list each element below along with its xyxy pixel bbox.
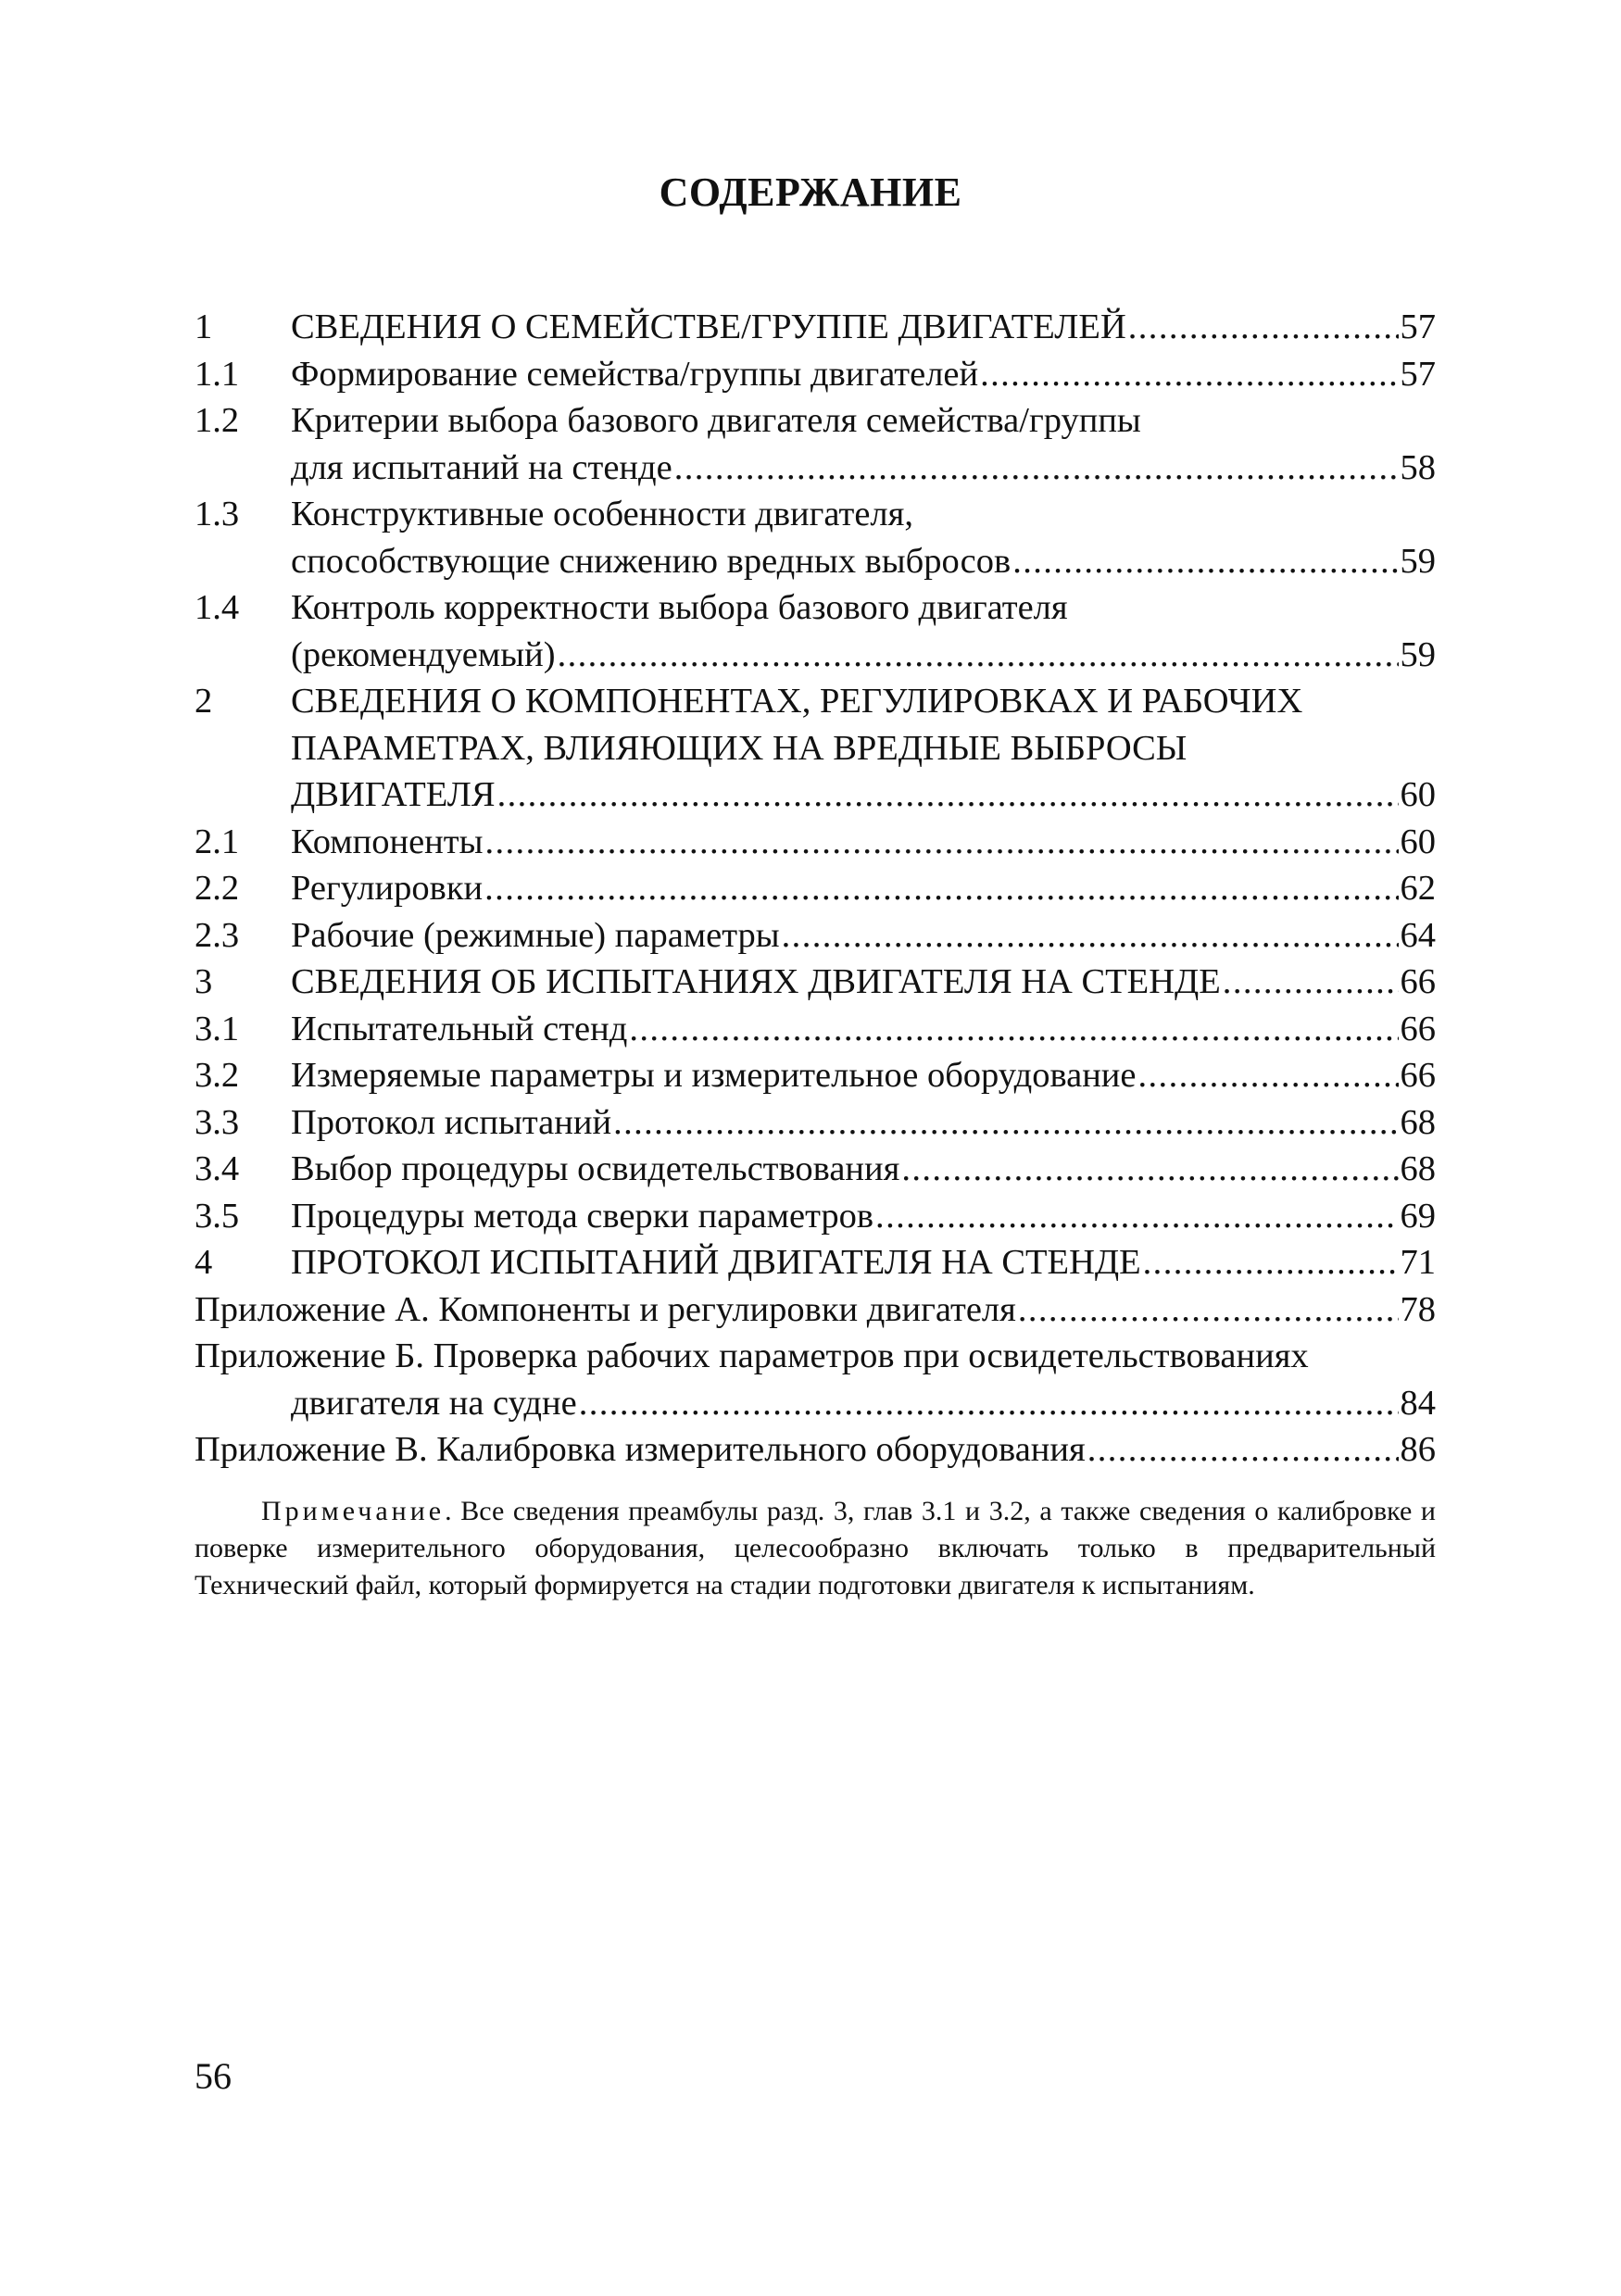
toc-number: 3.4 bbox=[195, 1149, 240, 1188]
appendix-title: Приложение Б. Проверка рабочих параметров при освидетельствованиях bbox=[195, 1336, 1309, 1375]
appendix-page: 86 bbox=[1400, 1430, 1436, 1469]
toc-title: СВЕДЕНИЯ ОБ ИСПЫТАНИЯХ ДВИГАТЕЛЯ НА СТЕНДЕ bbox=[291, 962, 1221, 1001]
toc-page: 69 bbox=[1400, 1196, 1436, 1236]
toc-entry bbox=[195, 1193, 1436, 1240]
dot-leader bbox=[1128, 304, 1399, 351]
toc-line bbox=[195, 538, 1436, 585]
dot-leader bbox=[484, 865, 1398, 912]
toc-entry bbox=[195, 351, 1436, 398]
toc-line bbox=[195, 1052, 1436, 1099]
note-label: Примечание bbox=[261, 1496, 446, 1526]
toc-number: 1.1 bbox=[195, 354, 240, 394]
toc-title: Контроль корректности выбора базового двигателя bbox=[291, 588, 1068, 627]
toc-entry bbox=[195, 584, 1436, 678]
dot-leader bbox=[1143, 1239, 1399, 1286]
toc-number: 4 bbox=[195, 1243, 213, 1282]
toc-page: 62 bbox=[1400, 869, 1436, 908]
toc-entry bbox=[195, 959, 1436, 1006]
toc-line bbox=[195, 351, 1436, 398]
toc-line bbox=[195, 632, 1436, 679]
toc-page: 71 bbox=[1400, 1243, 1436, 1282]
toc-number: 1.2 bbox=[195, 401, 240, 440]
toc-page: 66 bbox=[1400, 1009, 1436, 1048]
toc-title: СВЕДЕНИЯ О КОМПОНЕНТАХ, РЕГУЛИРОВКАХ И РАБОЧИХ bbox=[291, 682, 1303, 721]
dot-leader bbox=[484, 819, 1398, 866]
dot-leader bbox=[558, 632, 1399, 679]
toc-line bbox=[195, 678, 1436, 725]
toc-title: ПАРАМЕТРАХ, ВЛИЯЮЩИХ НА ВРЕДНЫЕ ВЫБРОСЫ bbox=[291, 728, 1187, 768]
toc-number: 3 bbox=[195, 962, 213, 1001]
toc-page: 66 bbox=[1400, 1056, 1436, 1095]
toc-page: 60 bbox=[1400, 775, 1436, 814]
toc-title: Выбор процедуры освидетельствования bbox=[291, 1149, 900, 1188]
toc-number: 3.1 bbox=[195, 1009, 240, 1048]
dot-leader bbox=[579, 1380, 1399, 1427]
dot-leader bbox=[782, 912, 1399, 960]
toc-line bbox=[195, 1146, 1436, 1193]
toc-page: 68 bbox=[1400, 1149, 1436, 1188]
dot-leader bbox=[674, 445, 1399, 492]
toc-line bbox=[195, 304, 1436, 351]
page-title: СОДЕРЖАНИЕ bbox=[659, 169, 962, 215]
toc-number: 2.1 bbox=[195, 822, 240, 861]
note-text: . Все сведения преамбулы разд. 3, глав 3.1 и 3.2, а также сведения о калибровке и поверке измерительного оборудования, целесообразно включать только в предварительный Технический файл, который формируется на стадии подготовки двигателя к испытаниям. bbox=[195, 1496, 1436, 1600]
dot-leader bbox=[1138, 1052, 1399, 1099]
dot-leader bbox=[901, 1146, 1398, 1193]
dot-leader bbox=[1223, 959, 1399, 1006]
toc-line bbox=[195, 959, 1436, 1006]
toc-title: Процедуры метода сверки параметров bbox=[291, 1196, 874, 1236]
appendix-title: Приложение В. Калибровка измерительного оборудования bbox=[195, 1430, 1086, 1469]
toc-title: Конструктивные особенности двигателя, bbox=[291, 495, 913, 533]
toc-page: 59 bbox=[1400, 634, 1436, 674]
toc-entry bbox=[195, 1006, 1436, 1053]
appendix-line bbox=[195, 1286, 1436, 1334]
dot-leader bbox=[1087, 1426, 1399, 1474]
toc-line bbox=[195, 865, 1436, 912]
toc-page: 57 bbox=[1400, 354, 1436, 394]
toc-number: 1.3 bbox=[195, 495, 240, 533]
page-number: 56 bbox=[195, 2055, 232, 2097]
toc-number: 2 bbox=[195, 682, 213, 721]
toc-number: 1.4 bbox=[195, 588, 240, 627]
appendix-page: 84 bbox=[1400, 1383, 1436, 1423]
toc-title: ПРОТОКОЛ ИСПЫТАНИЙ ДВИГАТЕЛЯ НА СТЕНДЕ bbox=[291, 1243, 1141, 1282]
toc-line bbox=[195, 1193, 1436, 1240]
appendix-entry bbox=[195, 1286, 1436, 1334]
toc-page: 58 bbox=[1400, 447, 1436, 487]
toc-title: Рабочие (режимные) параметры bbox=[291, 915, 780, 955]
note-paragraph bbox=[195, 1493, 1436, 1604]
appendix-page: 78 bbox=[1400, 1289, 1436, 1329]
toc-title: Компоненты bbox=[291, 822, 484, 861]
dot-leader bbox=[1012, 538, 1398, 585]
toc-entry bbox=[195, 397, 1436, 491]
toc-title: СВЕДЕНИЯ О СЕМЕЙСТВЕ/ГРУППЕ ДВИГАТЕЛЕЙ bbox=[291, 307, 1126, 346]
toc-line bbox=[195, 912, 1436, 960]
appendix-entry bbox=[195, 1333, 1436, 1426]
dot-leader bbox=[1018, 1286, 1399, 1334]
toc-line bbox=[195, 1239, 1436, 1286]
toc-page: 59 bbox=[1400, 541, 1436, 581]
toc-number: 3.3 bbox=[195, 1102, 240, 1142]
toc-title: Измеряемые параметры и измерительное оборудование bbox=[291, 1056, 1137, 1095]
dot-leader bbox=[497, 772, 1399, 819]
toc-number: 3.2 bbox=[195, 1056, 240, 1095]
toc-entry bbox=[195, 1239, 1436, 1286]
toc-number: 2.2 bbox=[195, 869, 240, 908]
toc-title: для испытаний на стенде bbox=[291, 447, 672, 487]
toc-title: ДВИГАТЕЛЯ bbox=[291, 775, 496, 814]
toc-entry bbox=[195, 491, 1436, 584]
toc-line bbox=[195, 1099, 1436, 1147]
toc-number: 2.3 bbox=[195, 915, 240, 955]
appendix-title: Приложение А. Компоненты и регулировки двигателя bbox=[195, 1289, 1016, 1329]
toc-number: 3.5 bbox=[195, 1196, 240, 1236]
toc-entry bbox=[195, 1052, 1436, 1099]
dot-leader bbox=[980, 351, 1398, 398]
toc-entry bbox=[195, 1099, 1436, 1147]
table-of-contents bbox=[195, 304, 1436, 1474]
toc-title: способствующие снижению вредных выбросов bbox=[291, 541, 1012, 581]
toc-line bbox=[195, 772, 1436, 819]
toc-title: Протокол испытаний bbox=[291, 1102, 612, 1142]
toc-title: (рекомендуемый) bbox=[291, 634, 556, 674]
toc-entry bbox=[195, 1146, 1436, 1193]
toc-title: Испытательный стенд bbox=[291, 1009, 628, 1048]
appendix-entry bbox=[195, 1426, 1436, 1474]
toc-entry bbox=[195, 865, 1436, 912]
dot-leader bbox=[629, 1006, 1398, 1053]
toc-page: 68 bbox=[1400, 1102, 1436, 1142]
toc-title: Формирование семейства/группы двигателей bbox=[291, 354, 979, 394]
toc-page: 60 bbox=[1400, 822, 1436, 861]
appendix-line bbox=[195, 1426, 1436, 1474]
dot-leader bbox=[613, 1099, 1398, 1147]
appendix-line bbox=[195, 1380, 1436, 1427]
toc-page: 64 bbox=[1400, 915, 1436, 955]
toc-line bbox=[195, 819, 1436, 866]
toc-page: 57 bbox=[1400, 307, 1436, 346]
toc-page: 66 bbox=[1400, 962, 1436, 1001]
toc-entry bbox=[195, 912, 1436, 960]
toc-title: Регулировки bbox=[291, 869, 484, 908]
toc-title: Критерии выбора базового двигателя семейства/группы bbox=[291, 401, 1141, 440]
toc-entry bbox=[195, 819, 1436, 866]
toc-line bbox=[195, 584, 1436, 632]
toc-entry bbox=[195, 678, 1436, 819]
dot-leader bbox=[875, 1193, 1398, 1240]
toc-line bbox=[195, 1006, 1436, 1053]
toc-entry bbox=[195, 304, 1436, 351]
toc-line bbox=[195, 397, 1436, 445]
toc-line bbox=[195, 491, 1436, 538]
appendix-title: двигателя на судне bbox=[291, 1383, 577, 1423]
toc-number: 1 bbox=[195, 307, 213, 346]
toc-line bbox=[195, 445, 1436, 492]
